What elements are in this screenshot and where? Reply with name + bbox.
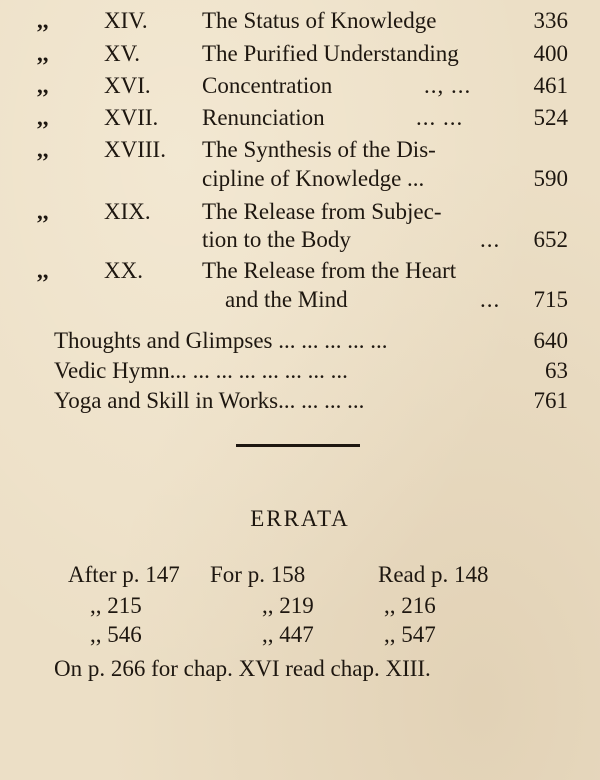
chapter-numeral: XIV. xyxy=(104,8,148,33)
entry-title: Yoga and Skill in Works... ... ... ... xyxy=(54,388,365,413)
page-number: 63 xyxy=(545,358,568,383)
section-divider xyxy=(236,444,360,447)
ditto-mark: ,, xyxy=(37,137,49,162)
chapter-title xyxy=(202,6,436,36)
dot-leader: .., ... xyxy=(424,73,472,98)
toc-entry xyxy=(0,197,600,227)
errata-heading: ERRATA xyxy=(250,506,350,531)
toc-entry xyxy=(0,326,600,356)
page-number: 524 xyxy=(533,105,568,130)
chapter-title: The Release from Subjec- xyxy=(202,199,442,224)
page-number: 652 xyxy=(533,227,568,252)
toc-entry xyxy=(0,135,600,165)
errata-wrong-page: For p. 158 xyxy=(210,562,306,587)
toc-entry xyxy=(0,71,600,101)
page-number: 590 xyxy=(533,166,568,191)
dot-leader: ... xyxy=(480,287,501,312)
page-number: 400 xyxy=(533,41,568,66)
chapter-numeral: XVI. xyxy=(104,73,151,98)
ditto-mark: ,, xyxy=(37,41,49,66)
errata-correct-page: ,, 216 xyxy=(384,593,436,618)
toc-entry xyxy=(0,386,600,416)
chapter-title: cipline of Knowledge ... xyxy=(202,166,425,191)
errata-row xyxy=(0,591,600,621)
page-number: 715 xyxy=(533,287,568,312)
errata-chapter-correction: On p. 266 for chap. XVI read chap. XIII. xyxy=(54,656,431,681)
toc-entry xyxy=(0,6,600,36)
toc-entry-continued xyxy=(0,285,600,315)
toc-entry-continued xyxy=(0,164,600,194)
ditto-mark: ,, xyxy=(37,8,49,33)
toc-entry xyxy=(0,39,600,69)
errata-correct-page: Read p. 148 xyxy=(378,562,489,587)
chapter-numeral: XX. xyxy=(104,258,143,283)
page-number: 336 xyxy=(533,8,568,33)
ditto-mark: ,, xyxy=(37,105,49,130)
chapter-title: Concentration xyxy=(202,73,333,98)
toc-entry xyxy=(0,103,600,133)
chapter-title: The Synthesis of the Dis- xyxy=(202,137,436,162)
toc-entry xyxy=(0,356,600,386)
page-number: 761 xyxy=(533,388,568,413)
chapter-numeral: XVII. xyxy=(104,105,159,130)
chapter-title: The Release from the Heart xyxy=(202,258,457,283)
errata-location: ,, 546 xyxy=(90,622,142,647)
chapter-title-text: The Status of Knowledge xyxy=(202,8,437,33)
errata-row xyxy=(0,620,600,650)
toc-entry-continued xyxy=(0,225,600,255)
page-number: 461 xyxy=(533,73,568,98)
chapter-title: The Purified Understanding xyxy=(202,41,459,66)
chapter-title: tion to the Body xyxy=(202,227,351,252)
errata-location: After p. 147 xyxy=(68,562,180,587)
entry-title: Vedic Hymn... ... ... ... ... ... ... ... xyxy=(54,358,348,383)
chapter-numeral: XV. xyxy=(104,41,141,66)
toc-entry xyxy=(0,256,600,286)
ditto-mark: ,, xyxy=(37,73,49,98)
errata-location: ,, 215 xyxy=(90,593,142,618)
page-number: 640 xyxy=(533,328,568,353)
errata-wrong-page: ,, 447 xyxy=(262,622,314,647)
dot-leader: ... ... xyxy=(416,105,464,130)
errata-correct-page: ,, 547 xyxy=(384,622,436,647)
ditto-mark: ,, xyxy=(37,258,49,283)
errata-wrong-page: ,, 219 xyxy=(262,593,314,618)
chapter-numeral: XIX. xyxy=(104,199,151,224)
dot-leader: ... xyxy=(480,227,501,252)
chapter-title: and the Mind xyxy=(225,287,348,312)
chapter-title: Renunciation xyxy=(202,105,325,130)
ditto-mark: ,, xyxy=(37,199,49,224)
errata-row xyxy=(0,560,600,590)
chapter-numeral: XVIII. xyxy=(104,137,166,162)
entry-title: Thoughts and Glimpses ... ... ... ... ... xyxy=(54,328,388,353)
